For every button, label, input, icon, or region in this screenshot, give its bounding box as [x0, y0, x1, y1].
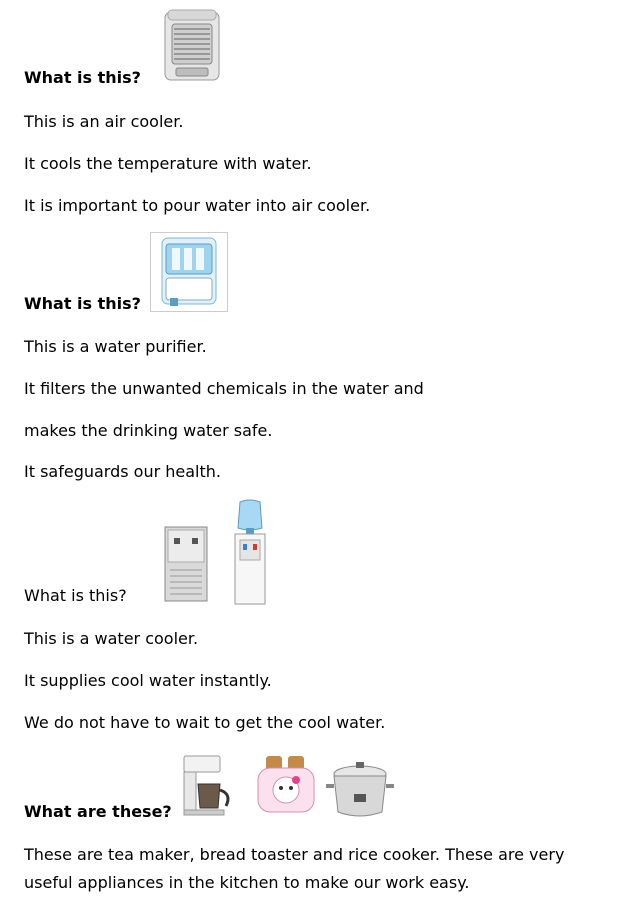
- text-line: It cools the temperature with water.: [24, 154, 312, 173]
- rice-cooker-icon: [324, 760, 396, 822]
- text-line: This is a water purifier.: [24, 337, 207, 356]
- question-heading: What is this?: [24, 294, 141, 313]
- text-line: It safeguards our health.: [24, 462, 221, 481]
- text-line: It is important to pour water into air cooler.: [24, 196, 371, 215]
- question-heading: What is this?: [24, 586, 127, 605]
- steel-water-cooler-icon: [162, 524, 210, 604]
- text-line: It filters the unwanted chemicals in the water and: [24, 379, 424, 398]
- text-line: This is a water cooler.: [24, 629, 199, 648]
- water-dispenser-icon: [230, 498, 270, 606]
- text-line: These are tea maker, bread toaster and rice cooker. These are very: [24, 845, 565, 864]
- text-line: useful appliances in the kitchen to make our work easy.: [24, 873, 470, 892]
- text-line: We do not have to wait to get the cool water.: [24, 713, 386, 732]
- question-heading: What are these?: [24, 802, 172, 821]
- text-line: It supplies cool water instantly.: [24, 671, 272, 690]
- air-cooler-icon: [162, 8, 222, 84]
- text-line: makes the drinking water safe.: [24, 421, 273, 440]
- text-line: This is an air cooler.: [24, 112, 184, 131]
- water-purifier-icon: [150, 232, 228, 312]
- tea-maker-icon: [180, 752, 248, 818]
- question-heading: What is this?: [24, 68, 141, 87]
- bread-toaster-icon: [252, 752, 320, 818]
